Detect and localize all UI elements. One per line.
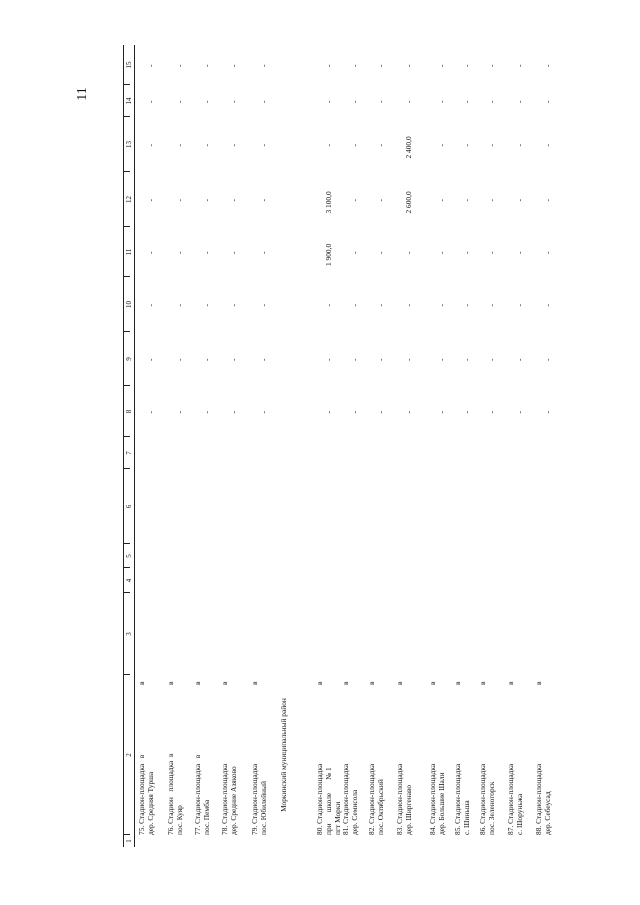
table-cell-value: - xyxy=(202,304,211,307)
table-cell-value: - xyxy=(146,358,155,361)
table-cell-value: - xyxy=(175,411,184,414)
table-cell-value: - xyxy=(146,199,155,202)
table-cell-value: - xyxy=(259,358,268,361)
table-cell-value: - xyxy=(515,144,524,147)
header-col-9: 9 xyxy=(125,357,133,361)
table-cell-value: - xyxy=(146,144,155,147)
header-col-11: 11 xyxy=(125,248,133,256)
header-col-5: 5 xyxy=(125,554,133,558)
table-cell-value: - xyxy=(175,64,184,67)
table-cell-value: - xyxy=(259,411,268,414)
table-cell-value: - xyxy=(487,64,496,67)
table-cell-value: - xyxy=(376,304,385,307)
table-cell-value: - xyxy=(202,199,211,202)
table-cell-value: - xyxy=(462,64,471,67)
table-cell-value: - xyxy=(324,144,333,147)
table-cell-value: 1 900,0 xyxy=(324,243,333,266)
table-cell-value: - xyxy=(462,144,471,147)
table-cell-value: - xyxy=(404,358,413,361)
header-col-15: 15 xyxy=(125,61,133,69)
table-cell-value: - xyxy=(404,411,413,414)
table-cell-value: - xyxy=(462,251,471,254)
row-marker: в xyxy=(534,681,543,685)
table-cell-value: - xyxy=(515,411,524,414)
table-cell-value: - xyxy=(376,100,385,103)
table-cell-value: - xyxy=(487,251,496,254)
table-cell-value: - xyxy=(175,304,184,307)
table-cell-value: - xyxy=(259,64,268,67)
table-row-label: 80. Стадион-площадка при школе № 1 пгт Морки xyxy=(315,763,342,835)
header-col-10: 10 xyxy=(125,301,133,308)
table-cell-value: - xyxy=(437,199,446,202)
header-col-1: 1 xyxy=(125,839,133,843)
table-cell-value: - xyxy=(350,358,359,361)
header-col-7: 7 xyxy=(125,451,133,455)
table-cell-value: - xyxy=(146,100,155,103)
table-cell-value: - xyxy=(259,144,268,147)
table-cell-value: - xyxy=(350,199,359,202)
table-cell-value: - xyxy=(543,411,552,414)
table-cell-value: - xyxy=(350,100,359,103)
header-col-14: 14 xyxy=(125,97,133,105)
header-col-8: 8 xyxy=(125,409,133,414)
table-cell-value: - xyxy=(437,304,446,307)
header-col-4: 4 xyxy=(125,578,133,583)
table-cell-value: - xyxy=(324,100,333,103)
row-marker: в xyxy=(453,681,462,685)
table-row-label: 75. Стадион-площадка в дер. Средняя Турша xyxy=(137,754,155,835)
table-cell-value: - xyxy=(543,251,552,254)
header-col-13: 13 xyxy=(125,141,133,148)
table-cell-value: - xyxy=(404,304,413,307)
table-header xyxy=(123,45,135,847)
header-col-6: 6 xyxy=(125,504,133,509)
table-cell-value: - xyxy=(437,358,446,361)
row-marker: в xyxy=(395,681,404,685)
table-cell-value: - xyxy=(515,100,524,103)
table-cell-value: - xyxy=(487,411,496,414)
row-marker: в xyxy=(428,681,437,685)
table-cell-value: - xyxy=(350,64,359,67)
table-cell-value: - xyxy=(462,411,471,414)
table-cell-value: - xyxy=(324,64,333,67)
table-cell-value: - xyxy=(543,144,552,147)
table-cell-value: - xyxy=(259,100,268,103)
table-cell-value: - xyxy=(404,64,413,67)
row-marker: в xyxy=(506,681,515,685)
row-marker: в xyxy=(220,681,229,685)
rotated-table xyxy=(123,45,552,847)
section-title: Моркинский муниципальный район xyxy=(279,698,288,812)
table-cell-value: - xyxy=(229,199,238,202)
table-cell-value: 3 100,0 xyxy=(324,191,333,214)
table-cell-value: - xyxy=(175,144,184,147)
row-marker: в xyxy=(315,681,324,685)
table-cell-value: - xyxy=(487,144,496,147)
table-cell-value: - xyxy=(515,64,524,67)
table-cell-value: - xyxy=(462,304,471,307)
table-cell-value: - xyxy=(324,304,333,307)
table-cell-value: - xyxy=(487,100,496,103)
row-marker: в xyxy=(341,681,350,685)
table-cell-value: - xyxy=(515,199,524,202)
table-row-label: 84. Стадион-площадка дер. Большие Шали xyxy=(428,763,446,835)
table-cell-value: - xyxy=(146,64,155,67)
table-cell-value: - xyxy=(202,411,211,414)
table-cell-value: - xyxy=(376,144,385,147)
table-cell-value: - xyxy=(462,199,471,202)
table-cell-value: - xyxy=(175,358,184,361)
table-cell-value: - xyxy=(515,251,524,254)
table-cell-value: - xyxy=(350,411,359,414)
table-cell-value: - xyxy=(462,358,471,361)
row-marker: в xyxy=(137,681,146,685)
table-cell-value: 2 600,0 xyxy=(404,191,413,214)
table-cell-value: - xyxy=(487,304,496,307)
table-cell-value: - xyxy=(376,64,385,67)
table-cell-value: - xyxy=(376,358,385,361)
table-cell-value: - xyxy=(324,411,333,414)
table-cell-value: - xyxy=(437,144,446,147)
table-cell-value: - xyxy=(543,304,552,307)
table-cell-value: - xyxy=(437,251,446,254)
table-cell-value: - xyxy=(437,411,446,414)
table-cell-value: - xyxy=(202,144,211,147)
header-col-12: 12 xyxy=(125,196,133,203)
table-cell-value: - xyxy=(437,64,446,67)
table-cell-value: 2 400,0 xyxy=(404,136,413,159)
table-cell-value: - xyxy=(202,358,211,361)
table-cell-value: - xyxy=(376,251,385,254)
table-row-label: 86. Стадион-площадка пос. Зеленогорск xyxy=(478,763,496,835)
table-row-label: 87. Стадион-площадка с. Шоруньжа xyxy=(506,763,524,835)
table-cell-value: - xyxy=(543,100,552,103)
table-cell-value: - xyxy=(462,100,471,103)
table-cell-value: - xyxy=(543,199,552,202)
table-cell-value: - xyxy=(175,199,184,202)
table-cell-value: - xyxy=(146,411,155,414)
row-marker: в xyxy=(478,681,487,685)
table-cell-value: - xyxy=(259,251,268,254)
table-cell-value: - xyxy=(543,64,552,67)
table-cell-value: - xyxy=(229,144,238,147)
table-cell-value: - xyxy=(376,411,385,414)
table-cell-value: - xyxy=(515,358,524,361)
table-cell-value: - xyxy=(229,64,238,67)
table-cell-value: - xyxy=(175,251,184,254)
table-cell-value: - xyxy=(350,144,359,147)
table-cell-value: - xyxy=(202,251,211,254)
table-cell-value: - xyxy=(259,304,268,307)
table-cell-value: - xyxy=(202,64,211,67)
table-cell-value: - xyxy=(350,304,359,307)
table-cell-value: - xyxy=(515,304,524,307)
table-row-label: 88. Стадион-площадка дер. Себеусад xyxy=(534,763,552,835)
table-row-label: 81. Стадион-площадка дер. Семисола xyxy=(341,763,359,835)
table-cell-value: - xyxy=(175,100,184,103)
table-cell-value: - xyxy=(487,199,496,202)
table-cell-value: - xyxy=(229,304,238,307)
row-marker: в xyxy=(166,681,175,685)
table-cell-value: - xyxy=(437,100,446,103)
table-cell-value: - xyxy=(229,358,238,361)
row-marker: в xyxy=(193,681,202,685)
table-cell-value: - xyxy=(229,100,238,103)
table-cell-value: - xyxy=(229,411,238,414)
table-cell-value: - xyxy=(259,199,268,202)
table-cell-value: - xyxy=(146,251,155,254)
table-row-label: 83. Стадион-площадка дер. Ширгенаво xyxy=(395,763,413,835)
table-cell-value: - xyxy=(229,251,238,254)
table-row-label: 85. Стадион-площадка с. Шиньша xyxy=(453,763,471,835)
header-col-2: 2 xyxy=(125,753,133,757)
table-cell-value: - xyxy=(350,251,359,254)
table-cell-value: - xyxy=(487,358,496,361)
table-row-label: 82. Стадион-площадка пос. Октябрьский xyxy=(367,763,385,835)
table-cell-value: - xyxy=(376,199,385,202)
table-row-label: 77. Стадион-площадка в пос. Пемба xyxy=(193,754,211,835)
table-cell-value: - xyxy=(543,358,552,361)
header-col-3: 3 xyxy=(125,632,133,636)
table-row-label: 76. Стадион площадка в пос. Куяр xyxy=(166,753,184,835)
table-row-label: 78. Стадион-площадка дер. Средние Азяково xyxy=(220,763,238,835)
row-marker: в xyxy=(250,681,259,685)
page-number: 11 xyxy=(75,87,90,101)
table-cell-value: - xyxy=(404,100,413,103)
table-cell-value: - xyxy=(404,251,413,254)
table-cell-value: - xyxy=(324,358,333,361)
row-marker: в xyxy=(367,681,376,685)
table-cell-value: - xyxy=(146,304,155,307)
table-grid xyxy=(123,45,552,847)
table-row-label: 79. Стадион-площадка пос. Юбилейный xyxy=(250,763,268,835)
table-cell-value: - xyxy=(202,100,211,103)
